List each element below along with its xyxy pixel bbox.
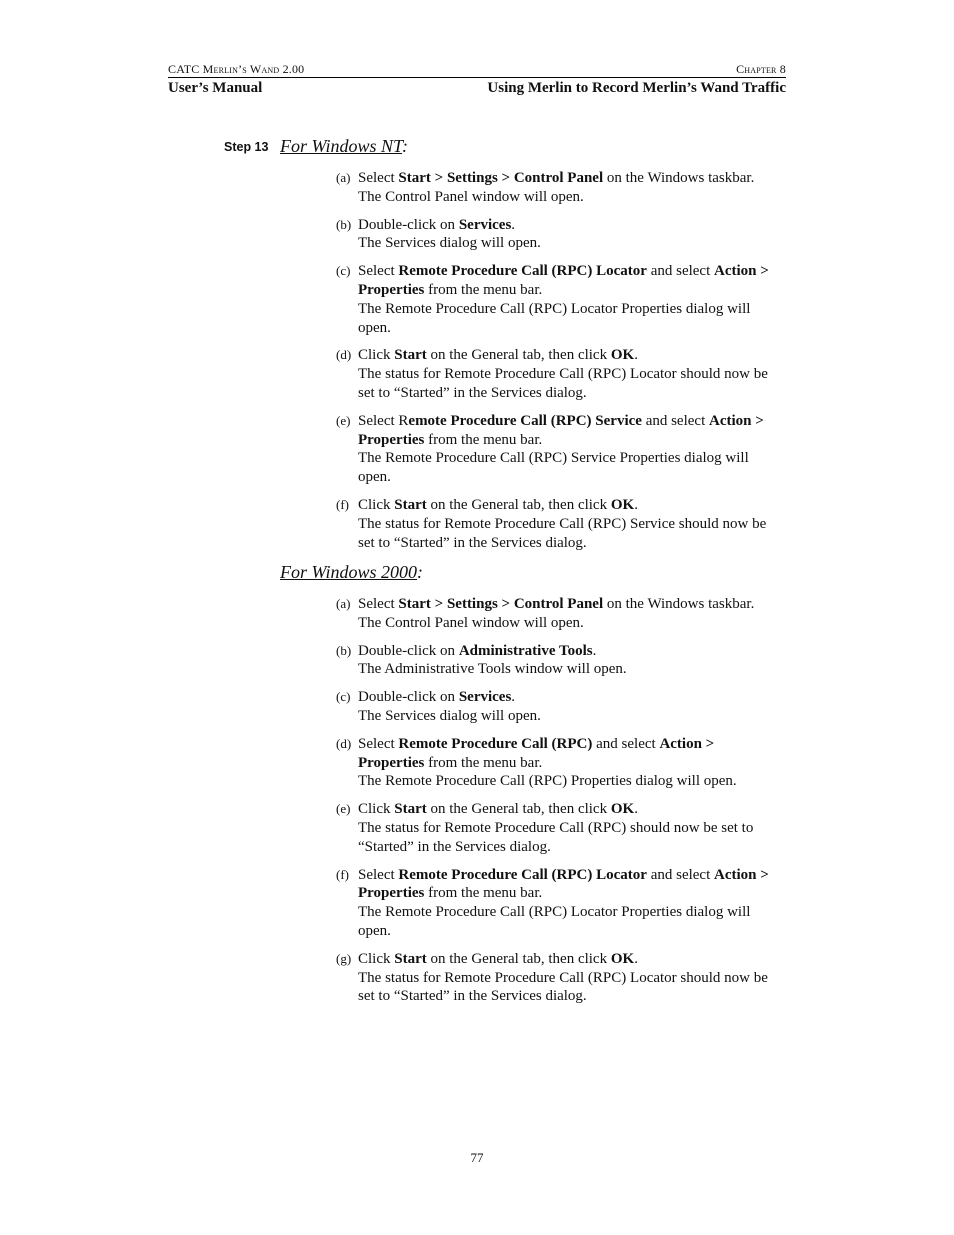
text-run: Click [358, 496, 395, 513]
item-line [358, 412, 788, 431]
text-run: . [634, 801, 638, 818]
bold-term: Start [394, 347, 427, 364]
text-run: on the General tab, then click [426, 801, 611, 818]
bold-term: OK [610, 496, 635, 513]
text-run: and select [641, 412, 709, 429]
item-body [358, 642, 788, 680]
bold-term: Properties [358, 431, 425, 448]
text-run: set to “Started” in the Services dialog. [358, 384, 587, 401]
text-run: The status for Remote Procedure Call (RPC) should now be set to [358, 819, 754, 836]
text-run: Select [358, 735, 399, 752]
page-header [168, 62, 786, 97]
header-manual: User’s Manual [168, 80, 263, 96]
steps-list-2000 [336, 595, 796, 1015]
item-line [358, 772, 788, 791]
section-title-nt-text: For Windows NT [280, 136, 403, 156]
list-item [336, 688, 796, 726]
text-run: on the Windows taskbar. [603, 170, 755, 186]
item-body [358, 262, 788, 337]
item-line [358, 969, 788, 988]
bold-term: Remote Procedure Call (RPC) [398, 735, 593, 752]
item-line [358, 384, 788, 403]
text-run: . [511, 216, 516, 233]
item-body [358, 169, 788, 207]
item-marker: (c) [336, 263, 351, 279]
text-run: on the General tab, then click [426, 950, 611, 967]
item-marker: (f) [336, 496, 349, 512]
list-item [336, 866, 796, 941]
item-line [358, 987, 788, 1006]
item-line [358, 534, 788, 553]
text-run: Select [358, 170, 399, 186]
item-line [358, 754, 788, 773]
item-line [358, 468, 788, 487]
text-run: “Started” in the Services dialog. [358, 838, 551, 855]
section-title-2000: For Windows 2000: [280, 562, 424, 582]
text-run: on the General tab, then click [426, 347, 611, 364]
bold-term: Properties [358, 885, 425, 902]
item-line [358, 595, 788, 614]
item-body [358, 496, 788, 552]
item-line [358, 922, 788, 941]
bold-term: Properties [358, 281, 425, 298]
text-run: Double-click on [358, 642, 459, 659]
item-line [358, 300, 788, 319]
list-item [336, 800, 796, 856]
text-run: The Remote Procedure Call (RPC) Properties dialog will open. [358, 773, 737, 790]
header-rule [168, 77, 786, 78]
bold-term: Properties [358, 754, 425, 771]
text-run: . [592, 642, 597, 659]
item-line [358, 216, 788, 235]
item-body [358, 346, 788, 402]
text-run: Select [358, 596, 399, 612]
bold-term: Start > Settings > Control Panel [398, 170, 604, 186]
item-line [358, 660, 788, 679]
item-line [358, 365, 788, 384]
bold-term: Administrative Tools [458, 642, 593, 659]
text-run: The Remote Procedure Call (RPC) Service Properties dialog will [358, 450, 749, 467]
text-run: set to “Started” in the Services dialog. [358, 988, 587, 1005]
bold-term: Action > [714, 866, 769, 883]
item-line [358, 819, 788, 838]
text-run: The status for Remote Procedure Call (RPC) Locator should now be [358, 969, 768, 986]
item-line [358, 234, 788, 253]
item-line [358, 169, 788, 188]
item-body [358, 216, 788, 254]
bold-term: OK [610, 347, 635, 364]
text-run: The Control Panel window will open. [358, 614, 584, 631]
item-line [358, 688, 788, 707]
item-line [358, 346, 788, 365]
bold-term: Action > [659, 735, 715, 752]
text-run: Double-click on [358, 689, 459, 706]
item-line [358, 800, 788, 819]
item-line [358, 262, 788, 281]
bold-term: OK [610, 801, 635, 818]
item-line [358, 950, 788, 969]
bold-term: Action > [714, 263, 769, 280]
section-title-nt: For Windows NT: [280, 136, 409, 156]
text-run: and select [646, 263, 715, 280]
item-marker: (a) [336, 170, 351, 185]
text-run: set to “Started” in the Services dialog. [358, 534, 587, 551]
item-marker: (d) [336, 347, 352, 363]
item-line [358, 431, 788, 450]
text-run: on the Windows taskbar. [603, 596, 755, 612]
text-run: The Services dialog will open. [358, 707, 541, 724]
list-item [336, 735, 796, 791]
section-title-2000-text: For Windows 2000 [280, 562, 418, 582]
item-marker: (g) [336, 950, 352, 966]
item-line [358, 735, 788, 754]
list-item [336, 595, 796, 633]
item-marker: (a) [336, 596, 351, 611]
text-run: from the menu bar. [424, 281, 543, 298]
text-run: Click [358, 347, 395, 364]
text-run: open. [358, 922, 391, 939]
item-body [358, 412, 788, 487]
text-run: The Administrative Tools window will open. [358, 661, 627, 678]
item-body [358, 735, 788, 791]
text-run: . [634, 496, 638, 513]
bold-term: Remote Procedure Call (RPC) Locator [398, 866, 647, 883]
list-item [336, 950, 796, 1006]
bold-term: Remote Procedure Call (RPC) Locator [398, 263, 647, 280]
item-body [358, 950, 788, 1006]
item-line [358, 319, 788, 338]
list-item [336, 346, 796, 402]
text-run: . [634, 347, 638, 364]
item-line [358, 496, 788, 515]
text-run: . [511, 689, 516, 706]
bold-term: emote Procedure Call (RPC) Service [408, 412, 642, 429]
page-number: 77 [470, 1150, 484, 1165]
list-item [336, 496, 796, 552]
item-body [358, 595, 788, 633]
text-run: Select [358, 263, 399, 280]
bold-term: Services [458, 689, 512, 706]
list-item [336, 169, 796, 207]
text-run: Click [358, 950, 395, 967]
item-line [358, 866, 788, 885]
item-marker: (e) [336, 801, 351, 817]
bold-term: OK [610, 950, 635, 967]
text-run: The Remote Procedure Call (RPC) Locator Properties dialog will [358, 300, 751, 317]
item-line [358, 707, 788, 726]
item-line [358, 281, 788, 300]
text-run: The Control Panel window will open. [358, 188, 584, 205]
list-item [336, 642, 796, 680]
header-chapter-title: Using Merlin to Record Merlin’s Wand Traffic [487, 80, 786, 96]
item-line [358, 642, 788, 661]
item-line [358, 188, 788, 207]
item-marker: (c) [336, 689, 351, 705]
text-run: and select [646, 866, 715, 883]
bold-term: Start > Settings > Control Panel [398, 596, 604, 612]
bold-term: Services [458, 216, 512, 233]
item-line [358, 903, 788, 922]
text-run: open. [358, 469, 391, 486]
text-run: The Services dialog will open. [358, 235, 541, 252]
item-marker: (b) [336, 642, 352, 658]
text-run: Select [358, 866, 399, 883]
list-item [336, 216, 796, 254]
list-item [336, 262, 796, 337]
text-run: open. [358, 319, 391, 336]
bold-term: Start [394, 496, 427, 513]
text-run: Double-click on [358, 216, 459, 233]
item-marker: (d) [336, 735, 352, 751]
text-run: and select [592, 735, 660, 752]
header-chapter: Chapter 8 [736, 62, 786, 76]
text-run: from the menu bar. [424, 431, 543, 448]
step-label: Step 13 [224, 140, 269, 154]
text-run: from the menu bar. [424, 885, 543, 902]
text-run: The status for Remote Procedure Call (RPC) Service should now be [358, 515, 767, 532]
item-marker: (e) [336, 412, 351, 428]
item-body [358, 688, 788, 726]
text-run: Select R [358, 412, 409, 429]
list-item [336, 412, 796, 487]
text-run: . [634, 950, 638, 967]
text-run: The Remote Procedure Call (RPC) Locator Properties dialog will [358, 904, 751, 921]
item-body [358, 866, 788, 941]
item-marker: (b) [336, 216, 352, 232]
text-run: from the menu bar. [424, 754, 543, 771]
item-line [358, 838, 788, 857]
text-run: The status for Remote Procedure Call (RPC) Locator should now be [358, 366, 768, 383]
item-marker: (f) [336, 866, 349, 882]
text-run: Click [358, 801, 395, 818]
header-product: CATC Merlin’s Wand 2.00 [168, 62, 305, 76]
item-line [358, 449, 788, 468]
text-run: on the General tab, then click [426, 496, 611, 513]
bold-term: Start [394, 801, 427, 818]
bold-term: Start [394, 950, 427, 967]
item-body [358, 800, 788, 856]
item-line [358, 884, 788, 903]
item-line [358, 515, 788, 534]
steps-list-nt [336, 169, 796, 561]
bold-term: Action > [709, 412, 764, 429]
item-line [358, 614, 788, 633]
